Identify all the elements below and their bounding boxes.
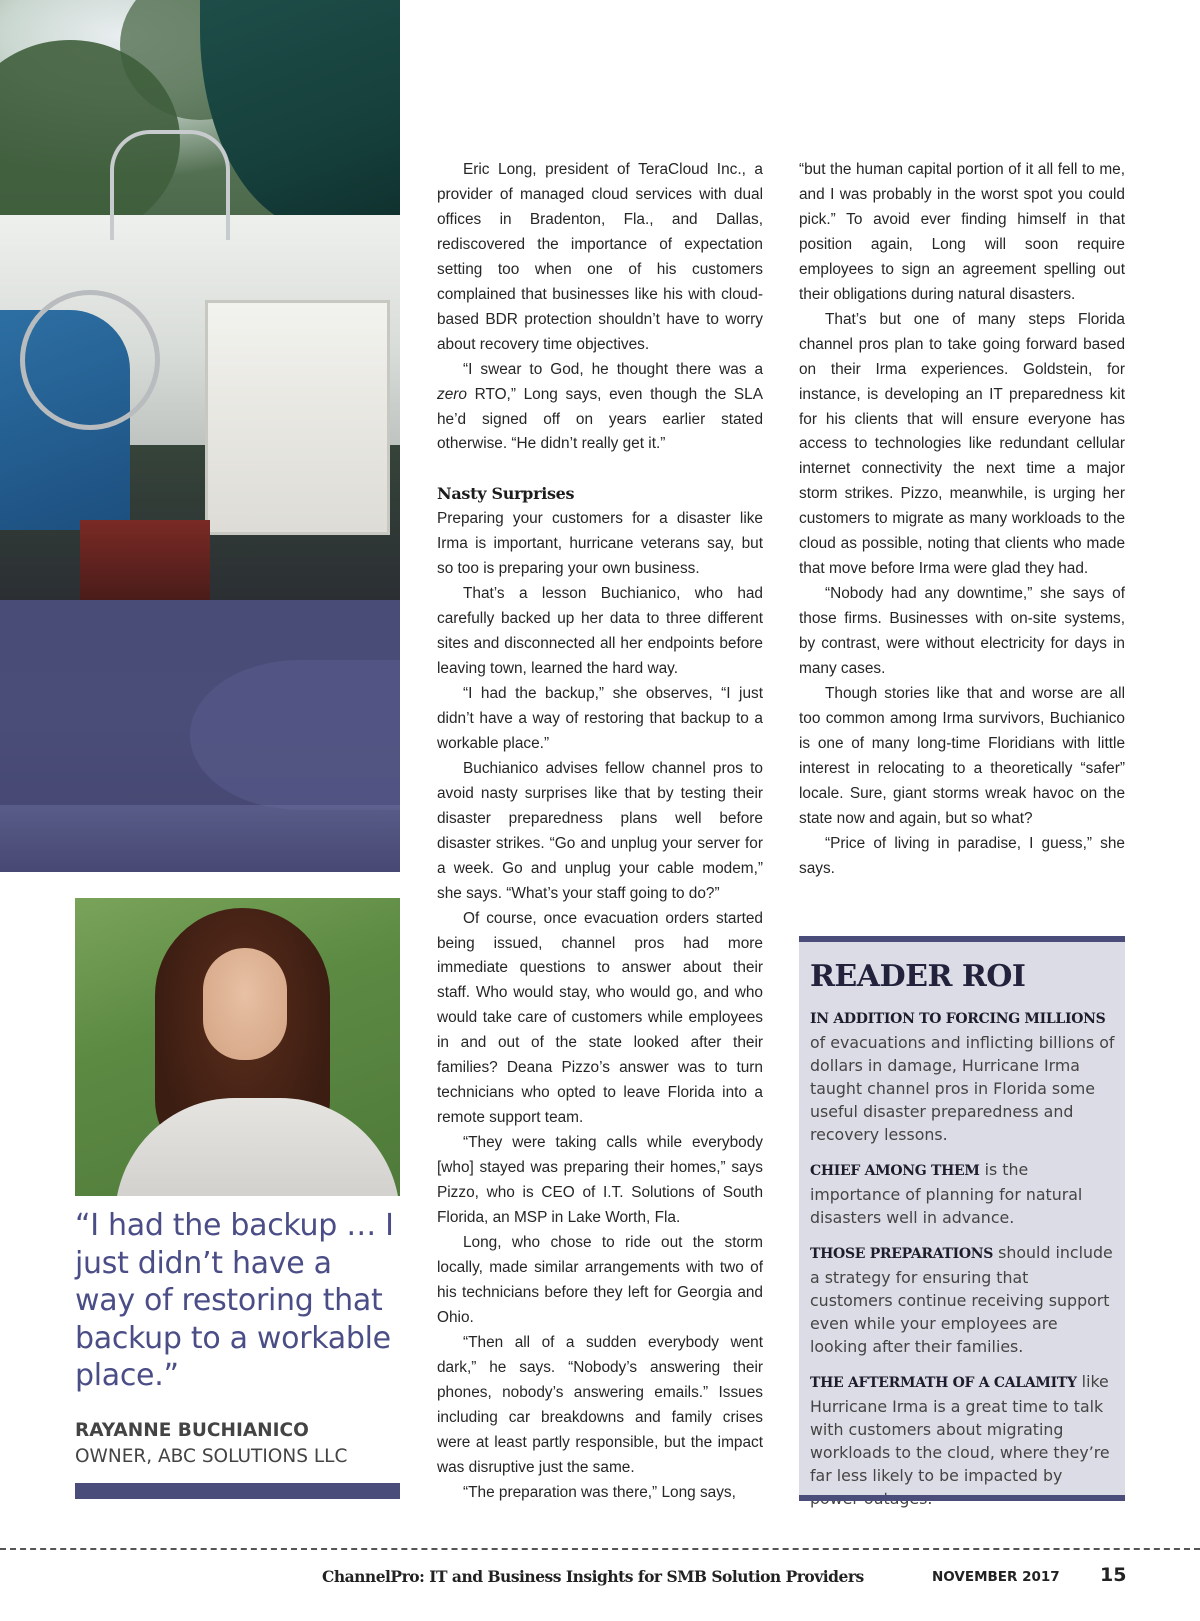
roi-item	[810, 1370, 1115, 1510]
roi-item-lead: IN ADDITION TO FORCING MILLIONS	[810, 1011, 1106, 1027]
emphasis-text: zero	[437, 385, 467, 403]
portrait-photo	[75, 898, 400, 1196]
paragraph-text: RTO,” Long says, even though the SLA he’d signed off on years earlier stated otherwise. “He didn’t really get it.”	[437, 385, 763, 453]
paragraph: Buchianico advises fellow channel pros to avoid nasty surprises like that by testing their disaster preparedness plans well before disaster strikes. “Go and unplug your server for a week. Go and unplug your cable modem,” she says. “What’s your staff going to do?”	[437, 759, 763, 902]
footer-publication: ChannelPro: IT and Business Insights for SMB Solution Providers	[322, 1567, 864, 1586]
paragraph: Preparing your customers for a disaster like Irma is important, hurricane veterans say, but so too is preparing your own business.	[437, 510, 763, 578]
paragraph: Though stories like that and worse are all too common among Irma survivors, Buchianico is one of many long-time Floridians with little interest in relocating to a theoretically “safer” locale. Sure, giant storms wreak havoc on the state now and again, but so what?	[799, 685, 1125, 827]
pull-quote-title: OWNER, ABC SOLUTIONS LLC	[75, 1446, 348, 1467]
roi-item-text: is the importance of planning for natural disasters well in advance.	[810, 1160, 1083, 1227]
photo-boat-cabin	[205, 300, 390, 535]
article-column-1	[437, 158, 763, 1505]
roi-bottom-rule	[799, 1495, 1125, 1501]
tinted-photo-band	[0, 600, 400, 872]
paragraph: “I had the backup,” she observes, “I just didn’t have a way of restoring that backup to a workable place.”	[437, 685, 763, 752]
paragraph: Of course, once evacuation orders started being issued, channel pros had more immediate questions to answer about their staff. Who would stay, who would go, and who would take care of customers while employees in and out of the state looked after their families? Deana Pizzo’s answer was to turn technicians who opted to leave Florida into a remote support team.	[437, 909, 763, 1127]
paragraph: “Price of living in paradise, I guess,” she says.	[799, 834, 1125, 877]
reader-roi-box	[799, 936, 1125, 1501]
pull-quote-rule	[75, 1483, 400, 1499]
roi-item-text: like Hurricane Irma is a great time to talk with customers about migrating workloads to the cloud, where they’re far less likely to be impacted by	[810, 1372, 1110, 1485]
photo-ground	[0, 805, 400, 872]
paragraph	[437, 358, 763, 458]
paragraph: “Nobody had any downtime,” she says of those firms. Businesses with on-site systems, by contrast, were without electricity for days in many cases.	[799, 585, 1125, 678]
roi-content	[810, 960, 1115, 1522]
boat-photo	[0, 0, 400, 600]
paragraph: That’s a lesson Buchianico, who had carefully backed up her data to three different sites and disconnected all her endpoints before leaving town, learned the hard way.	[437, 585, 763, 678]
photo-boat-keel	[80, 520, 210, 600]
roi-heading: READER ROI	[810, 959, 1026, 994]
photo-tank-shape	[190, 660, 400, 810]
footer-dashed-rule	[0, 1548, 1200, 1550]
paragraph: “They were taking calls while everybody [who] stayed was preparing their homes,” says Pizzo, who is CEO of I.T. Solutions of South Florida, an MSP in Lake Worth, Fla.	[437, 1134, 763, 1227]
page-number: 15	[1100, 1564, 1127, 1586]
photo-boat-canopy	[200, 0, 400, 230]
paragraph: “but the human capital portion of it all fell to me, and I was probably in the worst spot you could pick.” To avoid ever finding himself in that position again, Long will soon require employees to sign an agreement spelling out their obligations during natural disasters.	[799, 161, 1125, 303]
roi-top-rule	[799, 936, 1125, 942]
roi-item	[810, 1158, 1115, 1229]
paragraph-text: “I swear to God, he thought there was a	[463, 360, 763, 378]
paragraph: Eric Long, president of TeraCloud Inc., a provider of managed cloud services with dual offices in Bradenton, Fla., and Dallas, rediscovered the importance of expectation setting too when one of his customers complained that businesses like his with cloud-based BDR protection shouldn’t have to worry about recovery time objectives.	[437, 161, 763, 353]
photo-steering-wheel	[20, 290, 160, 430]
paragraph: That’s but one of many steps Florida channel pros plan to take going forward based on their Irma experiences. Goldstein, for instance, is developing an IT preparedness kit for his clients that will ensure everyone has access to technologies like redundant cellular internet connectivity the next time a major storm strikes. Pizzo, meanwhile, is urging her customers to migrate as many workloads to the cloud as possible, noting that clients who made that move before Irma were glad they had.	[799, 310, 1125, 578]
footer-date: NOVEMBER 2017	[932, 1569, 1060, 1585]
roi-item-lead: THE AFTERMATH OF A CALAMITY	[810, 1375, 1077, 1391]
roi-item	[810, 1006, 1115, 1146]
photo-boat-rail	[110, 130, 230, 240]
paragraph: “The preparation was there,” Long says,	[463, 1483, 736, 1501]
roi-item-text: should include a strategy for ensuring that customers continue receiving support even while your employees are looking after their families.	[810, 1243, 1113, 1356]
portrait-face	[203, 948, 287, 1060]
roi-item-lead: CHIEF AMONG THEM	[810, 1163, 980, 1179]
pull-quote: “I had the backup … I just didn’t have a way of restoring that backup to a workable place.”	[75, 1208, 394, 1393]
article-column-2	[799, 158, 1125, 882]
section-heading: Nasty Surprises	[437, 484, 575, 504]
roi-item-lead: THOSE PREPARATIONS	[810, 1246, 994, 1262]
paragraph: “Then all of a sudden everybody went dark,” he says. “Nobody’s answering their phones, nobody’s answering emails.” Issues including car breakdowns and family crises were at least partly responsible, but the impact was disruptive just the same.	[437, 1333, 763, 1476]
paragraph: Long, who chose to ride out the storm locally, made similar arrangements with two of his technicians before they left for Georgia and Ohio.	[437, 1233, 763, 1326]
pull-quote-name: RAYANNE BUCHIANICO	[75, 1420, 309, 1441]
roi-item	[810, 1241, 1115, 1358]
roi-item-text: of evacuations and inflicting billions of dollars in damage, Hurricane Irma taught channel pros in Florida some useful disaster preparedness and recovery lessons.	[810, 1033, 1115, 1144]
